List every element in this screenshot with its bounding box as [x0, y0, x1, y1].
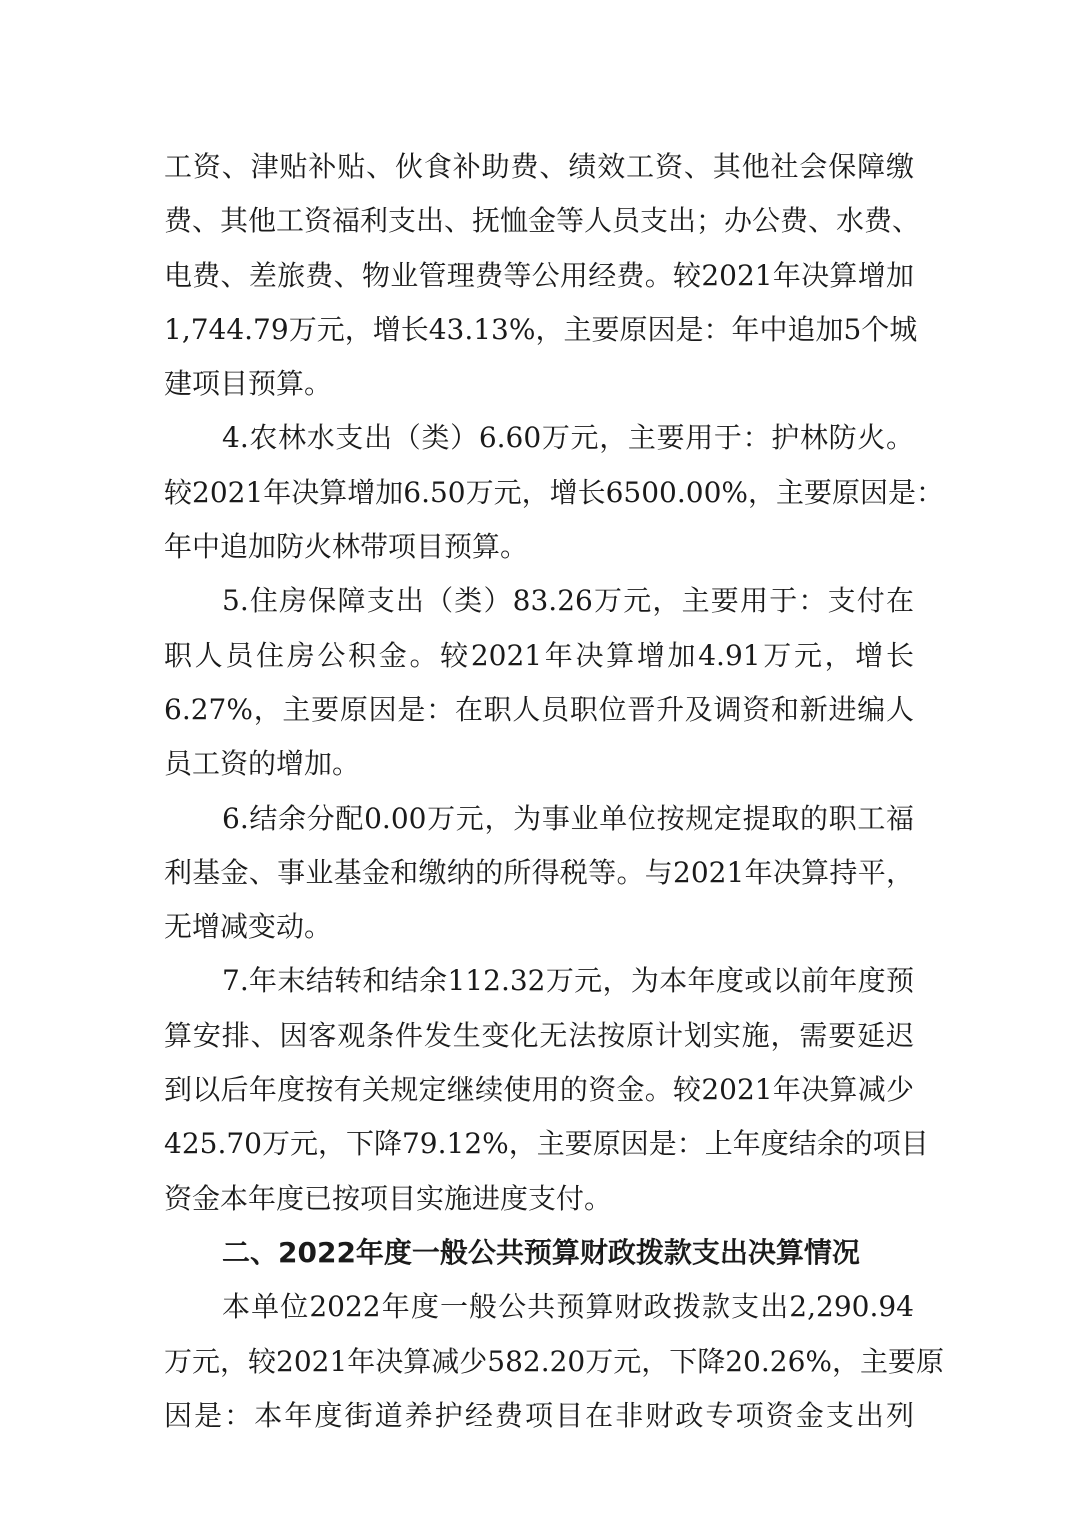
paragraph-housing-security [164, 574, 914, 791]
text-line: 万元，较2021年决算减少582.20万元，下降20.26%，主要原 [164, 1344, 944, 1378]
text-line: 7.年末结转和结余112.32万元，为本年度或以前年度预 [222, 964, 914, 998]
text-line: 算安排、因客观条件发生变化无法按原计划实施，需要延迟 [164, 1018, 914, 1052]
text-line: 5.住房保障支出（类）83.26万元，主要用于：支付在 [222, 584, 914, 618]
text-line: 1,744.79万元，增长43.13%，主要原因是：年中追加5个城 [164, 312, 918, 346]
text-line: 因是：本年度街道养护经费项目在非财政专项资金支出列 [164, 1398, 914, 1432]
text-line: 无增减变动。 [164, 910, 333, 944]
text-line: 较2021年决算增加6.50万元，增长6500.00%，主要原因是： [164, 475, 944, 509]
text-line: 利基金、事业基金和缴纳的所得税等。与2021年决算持平， [164, 855, 914, 889]
section-2-title: 二、2022年度一般公共预算财政拨款支出决算情况 [222, 1235, 860, 1269]
text-line: 职人员住房公积金。较2021年决算增加4.91万元，增长 [164, 638, 914, 672]
text-line: 6.27%，主要原因是：在职人员职位晋升及调资和新进编人 [164, 692, 914, 726]
text-line: 年中追加防火林带项目预算。 [164, 530, 529, 564]
paragraph-year-end-carryover [164, 954, 929, 1225]
text-line: 425.70万元，下降79.12%，主要原因是：上年度结余的项目 [164, 1127, 929, 1161]
section-heading [164, 1226, 914, 1280]
text-line: 员工资的增加。 [164, 747, 361, 781]
text-line: 费、其他工资福利支出、抚恤金等人员支出；办公费、水费、 [164, 204, 921, 238]
paragraph-personnel-expenses [164, 140, 921, 411]
text-line: 建项目预算。 [164, 367, 333, 401]
text-line: 电费、差旅费、物业管理费等公用经费。较2021年决算增加 [164, 258, 914, 292]
text-line: 4.农林水支出（类）6.60万元，主要用于：护林防火。 [222, 421, 914, 455]
text-line: 工资、津贴补贴、伙食补助费、绩效工资、其他社会保障缴 [164, 150, 914, 183]
paragraph-agriculture-forestry-water [164, 411, 944, 574]
paragraph-surplus-distribution [164, 792, 914, 955]
text-line: 资金本年度已按项目实施进度支付。 [164, 1181, 613, 1215]
text-line: 6.结余分配0.00万元，为事业单位按规定提取的职工福 [222, 801, 914, 835]
document-body [164, 140, 944, 1443]
text-line: 本单位2022年度一般公共预算财政拨款支出2,290.94 [222, 1290, 914, 1324]
text-line: 到以后年度按有关规定继续使用的资金。较2021年决算减少 [164, 1073, 914, 1107]
paragraph-general-budget-expenditure [164, 1280, 944, 1443]
